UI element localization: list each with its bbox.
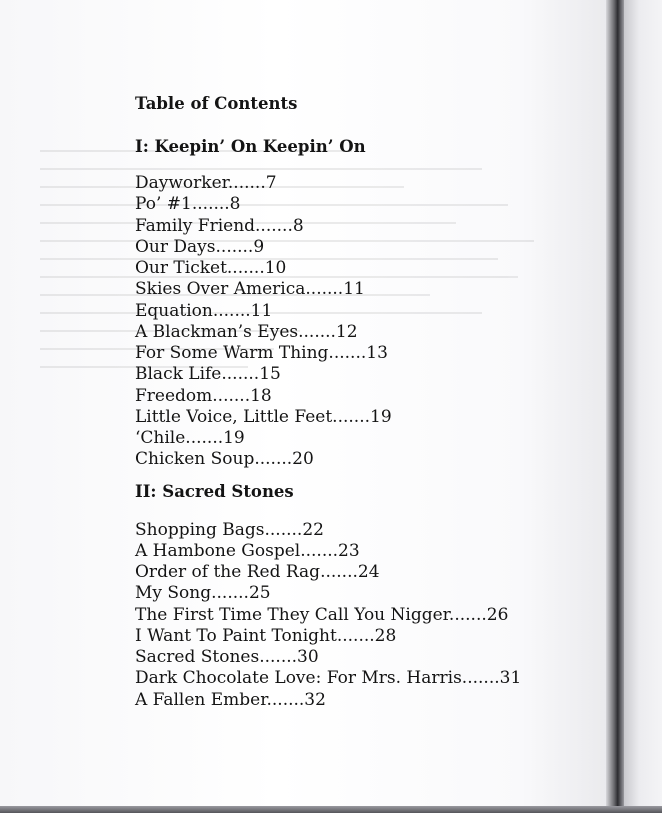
toc-entry: Dayworker.......7	[135, 173, 277, 193]
toc-entry: Our Ticket.......10	[135, 258, 287, 278]
toc-entry: ‘Chile.......19	[135, 428, 245, 448]
section-1-entries	[135, 173, 605, 471]
toc-entry: Equation.......11	[135, 300, 273, 321]
toc-entry: The First Time They Call You Nigger.......26	[135, 604, 509, 625]
toc-entry: My Song.......25	[135, 583, 271, 604]
toc-entry: Our Days.......9	[135, 236, 265, 257]
section-2-entries	[135, 520, 605, 711]
toc-entry: Black Life.......15	[135, 364, 281, 385]
toc-entry: A Fallen Ember.......32	[135, 689, 326, 710]
section-title-1: I: Keepin’ On Keepin’ On	[135, 137, 366, 156]
toc-entry: Skies Over America.......11	[135, 279, 365, 300]
book-gutter	[606, 0, 624, 813]
toc-entry: Chicken Soup.......20	[135, 449, 314, 470]
toc-entry: Sacred Stones.......30	[135, 647, 319, 667]
toc-content	[135, 93, 605, 711]
page-bottom-edge	[0, 806, 662, 813]
toc-entry: Shopping Bags.......22	[135, 519, 324, 540]
toc-entry: Freedom.......18	[135, 385, 272, 406]
toc-entry: A Blackman’s Eyes.......12	[135, 321, 358, 342]
toc-entry: A Hambone Gospel.......23	[135, 540, 360, 561]
toc-entry: Family Friend.......8	[135, 215, 304, 236]
section-title-2: II: Sacred Stones	[135, 481, 294, 501]
toc-entry: For Some Warm Thing.......13	[135, 343, 388, 363]
facing-page-edge	[624, 0, 662, 813]
toc-entry: Little Voice, Little Feet.......19	[135, 406, 392, 427]
toc-entry: Po’ #1.......8	[135, 194, 241, 215]
toc-entry: Order of the Red Rag.......24	[135, 562, 380, 582]
toc-entry: Dark Chocolate Love: For Mrs. Harris.......31	[135, 668, 522, 689]
toc-title: Table of Contents	[135, 94, 298, 113]
toc-entry: I Want To Paint Tonight.......28	[135, 625, 397, 646]
